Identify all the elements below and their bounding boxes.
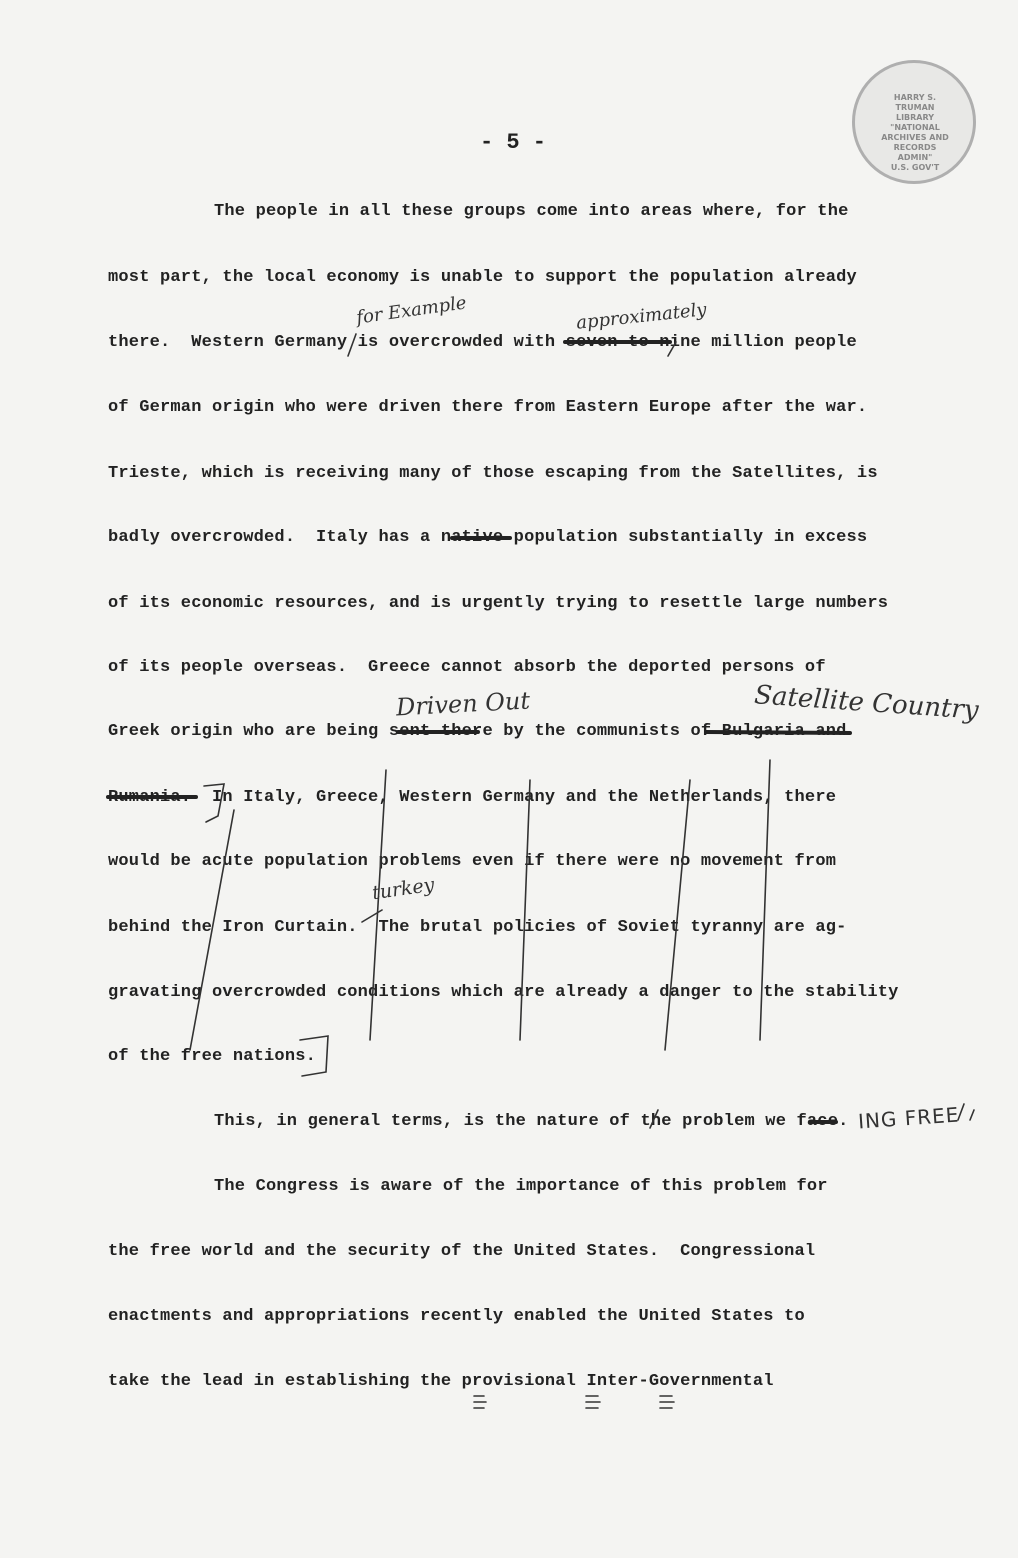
page-number: - 5 - [480, 130, 547, 155]
underline-mark-3 [660, 1396, 674, 1408]
body-line-18: enactments and appropriations recently enabled the United States to [108, 1307, 805, 1326]
body-line-3: there. Western Germany is overcrowded with seven to nine million people [108, 333, 857, 352]
body-line-12: behind the Iron Curtain. The brutal policies of Soviet tyranny are ag- [108, 918, 847, 937]
body-line-10: Rumania. In Italy, Greece, Western Germany and the Netherlands, there [108, 788, 837, 807]
body-line-11: would be acute population problems even if there were no movement from [108, 852, 837, 871]
body-line-16: The Congress is aware of the importance of this problem for [214, 1177, 828, 1196]
handwritten-for-example: for Example [355, 292, 468, 329]
body-line-14: of the free nations. [108, 1047, 317, 1066]
body-line-15: This, in general terms, is the nature of the problem we face. [214, 1112, 849, 1131]
margin-mark [958, 1104, 974, 1120]
handwritten-driven-out: Driven Out [395, 686, 531, 722]
body-line-7: of its economic resources, and is urgently trying to resettle large numbers [108, 594, 889, 613]
body-line-9: Greek origin who are being sent there by the communists of Bulgaria and [108, 722, 847, 741]
deletion-stroke-4 [665, 780, 690, 1050]
body-line-5: Trieste, which is receiving many of those escaping from the Satellites, is [108, 464, 878, 483]
body-line-2: most part, the local economy is unable to support the population already [108, 268, 857, 287]
body-line-19: take the lead in establishing the provisional Inter-Governmental [108, 1372, 774, 1391]
handwritten-turkey: turkey [370, 873, 436, 905]
underline-mark-2 [586, 1396, 600, 1408]
body-line-8: of its people overseas. Greece cannot absorb the deported persons of [108, 658, 826, 677]
body-line-4: of German origin who were driven there from Eastern Europe after the war. [108, 398, 868, 417]
body-line-17: the free world and the security of the United States. Congressional [108, 1242, 816, 1261]
underline-mark-1 [474, 1396, 486, 1408]
body-line-1: The people in all these groups come into areas where, for the [214, 202, 849, 221]
library-seal-stamp [852, 60, 976, 184]
body-line-6: badly overcrowded. Italy has a native population substantially in excess [108, 528, 868, 547]
body-line-13: gravating overcrowded conditions which are already a danger to the stability [108, 983, 899, 1002]
seal-text: HARRY S. TRUMAN LIBRARY "NATIONAL ARCHIVES AND RECORDS ADMIN" U.S. GOV'T [881, 93, 949, 172]
handwritten-ing-free: ING FREE [857, 1102, 961, 1134]
handwritten-satellite-country: Satellite Country [753, 680, 980, 726]
handwritten-approximately: approximately [575, 299, 708, 334]
